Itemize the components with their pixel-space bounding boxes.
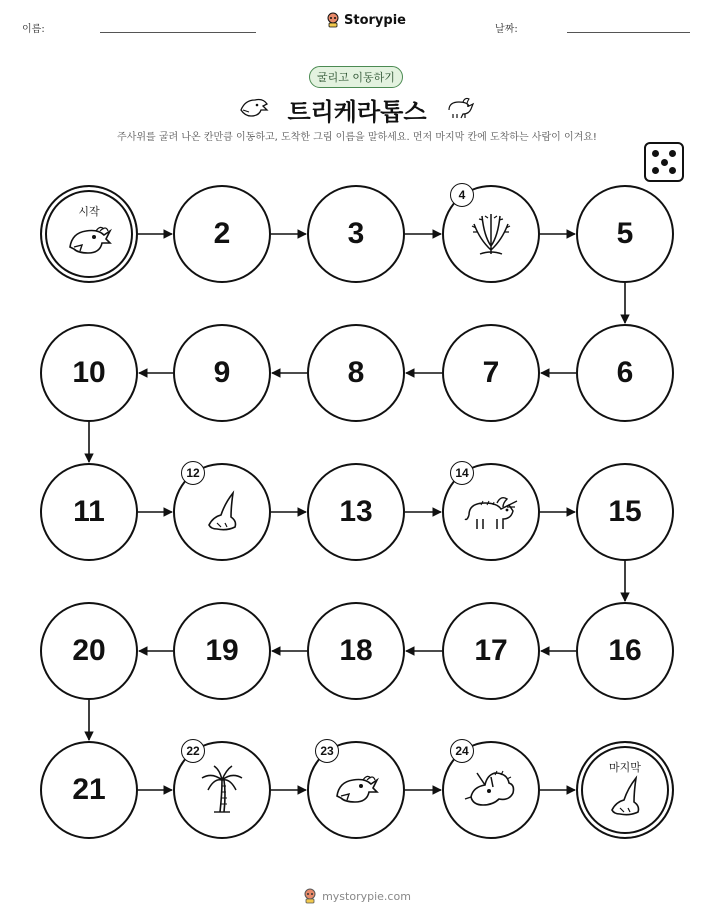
finish-space[interactable] bbox=[576, 741, 674, 839]
space-number: 7 bbox=[482, 356, 500, 389]
date-label: 날짜: bbox=[495, 24, 518, 35]
board-space[interactable] bbox=[307, 324, 405, 422]
space-number: 15 bbox=[608, 495, 642, 528]
name-label: 이름: bbox=[22, 24, 45, 35]
space-number-badge: 24 bbox=[450, 739, 474, 763]
space-number-badge: 22 bbox=[181, 739, 205, 763]
board-space[interactable] bbox=[442, 324, 540, 422]
space-number-badge: 12 bbox=[181, 461, 205, 485]
space-number: 2 bbox=[213, 217, 231, 250]
board-space[interactable] bbox=[40, 602, 138, 700]
board-space[interactable] bbox=[40, 324, 138, 422]
board-space[interactable] bbox=[40, 741, 138, 839]
dino-head-icon bbox=[333, 770, 379, 814]
space-number-badge: 14 bbox=[450, 461, 474, 485]
start-space[interactable] bbox=[40, 185, 138, 283]
triceratops-head-icon bbox=[463, 767, 519, 817]
footer-site[interactable]: mystorypie.com bbox=[322, 889, 411, 903]
dino-head-icon bbox=[66, 221, 112, 265]
space-label: 시작 bbox=[78, 205, 100, 218]
board-space[interactable] bbox=[576, 324, 674, 422]
space-number: 9 bbox=[213, 356, 231, 389]
space-number: 10 bbox=[72, 356, 106, 389]
brand-name: Storypie bbox=[344, 12, 406, 28]
dino-horn-icon bbox=[602, 774, 648, 824]
board-space[interactable] bbox=[40, 463, 138, 561]
fern-plant-icon bbox=[466, 210, 516, 262]
board-space[interactable] bbox=[307, 185, 405, 283]
space-number: 8 bbox=[347, 356, 365, 389]
space-number: 18 bbox=[339, 634, 373, 667]
space-number-badge: 23 bbox=[315, 739, 339, 763]
board-space[interactable] bbox=[442, 602, 540, 700]
instructions: 주사위를 굴려 나온 칸만큼 이동하고, 도착한 그림 이름을 말하세요. 먼저 마지막 칸에 도착하는 사람이 이겨요! bbox=[117, 132, 597, 143]
space-number-badge: 4 bbox=[450, 183, 474, 207]
board-space[interactable] bbox=[576, 463, 674, 561]
board-space[interactable] bbox=[576, 602, 674, 700]
space-number: 13 bbox=[339, 495, 373, 528]
game-type-badge: 굴리고 이동하기 bbox=[309, 66, 403, 88]
space-label: 마지막 bbox=[609, 761, 641, 774]
page-title: 트리케라톱스 bbox=[287, 98, 427, 126]
board-space[interactable] bbox=[173, 185, 271, 283]
space-number: 17 bbox=[474, 634, 508, 667]
space-number: 16 bbox=[608, 634, 642, 667]
footer bbox=[0, 888, 714, 904]
storypie-mascot-icon bbox=[303, 888, 317, 904]
board-space[interactable] bbox=[173, 324, 271, 422]
palm-tree-icon bbox=[200, 764, 244, 820]
space-number: 21 bbox=[72, 773, 106, 806]
board-space[interactable] bbox=[307, 463, 405, 561]
space-number: 11 bbox=[73, 495, 105, 528]
space-number: 19 bbox=[205, 634, 239, 667]
space-number: 3 bbox=[347, 217, 365, 250]
dino-horn-icon bbox=[199, 489, 245, 539]
space-number: 5 bbox=[616, 217, 634, 250]
space-number: 6 bbox=[616, 356, 634, 389]
board-space[interactable] bbox=[173, 602, 271, 700]
board-space[interactable] bbox=[307, 602, 405, 700]
board-space[interactable] bbox=[576, 185, 674, 283]
triceratops-icon bbox=[463, 491, 519, 537]
space-number: 20 bbox=[72, 634, 106, 667]
